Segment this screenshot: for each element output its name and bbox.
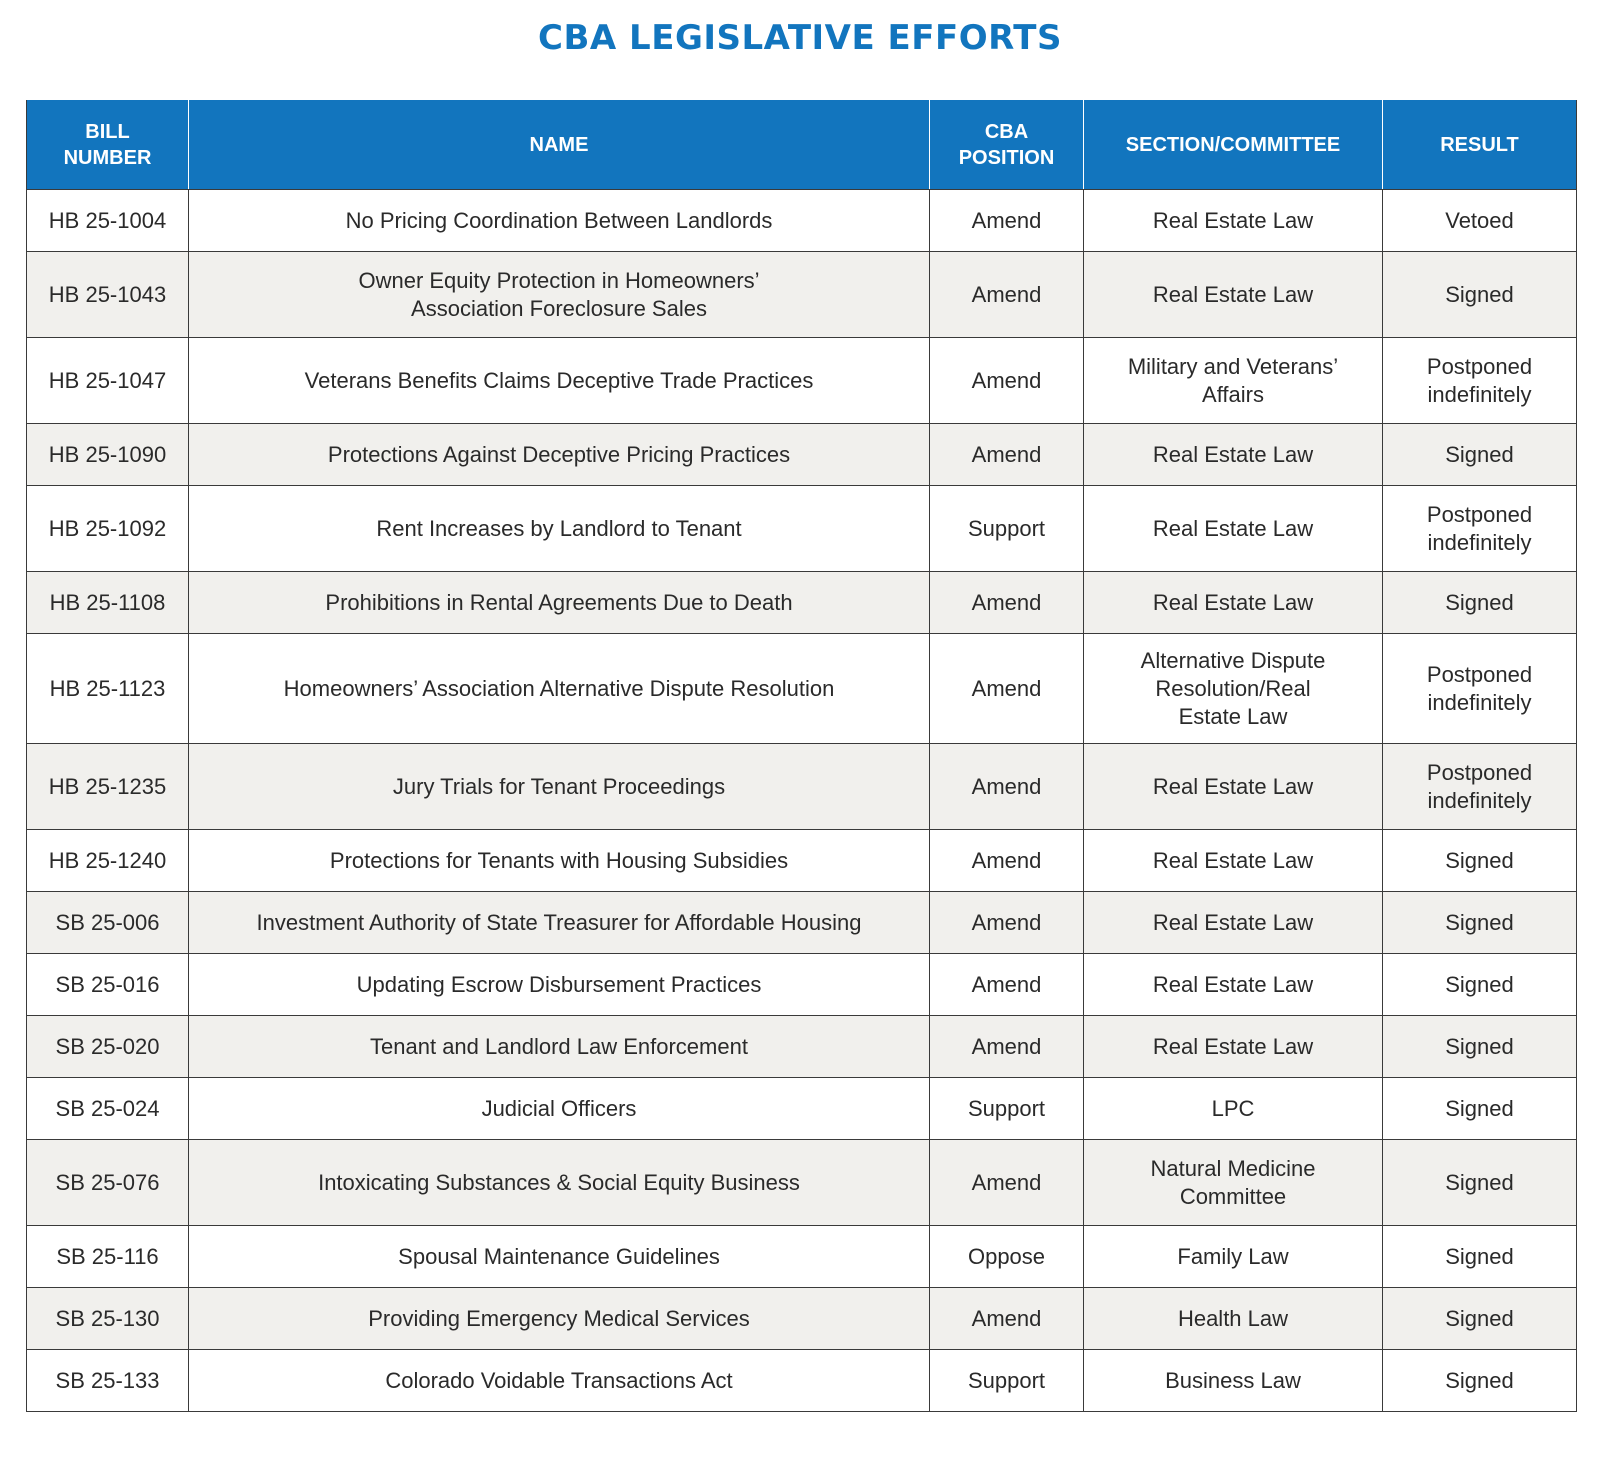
table-row: [27, 634, 1577, 744]
table-row: [27, 1016, 1577, 1078]
cba-position-cell: Amend: [930, 1140, 1084, 1226]
bill-name-cell: Updating Escrow Disbursement Practices: [189, 954, 930, 1016]
section-committee-cell: Business Law: [1084, 1350, 1383, 1412]
cba-position-cell: Amend: [930, 634, 1084, 744]
header-cba-position: CBA POSITION: [930, 100, 1084, 190]
bill-number-cell: SB 25-116: [27, 1226, 189, 1288]
bill-number-cell: SB 25-133: [27, 1350, 189, 1412]
section-committee-cell: Military and Veterans’ Affairs: [1084, 338, 1383, 424]
section-committee-cell: Real Estate Law: [1084, 572, 1383, 634]
section-committee-cell: Real Estate Law: [1084, 486, 1383, 572]
bill-number-cell: SB 25-130: [27, 1288, 189, 1350]
bill-number-cell: HB 25-1235: [27, 744, 189, 830]
cba-position-cell: Support: [930, 1350, 1084, 1412]
cba-position-cell: Amend: [930, 424, 1084, 486]
bill-name-cell: Rent Increases by Landlord to Tenant: [189, 486, 930, 572]
result-cell: Postponed indefinitely: [1383, 338, 1577, 424]
table-row: [27, 1140, 1577, 1226]
table-row: [27, 190, 1577, 252]
bill-name-cell: No Pricing Coordination Between Landlords: [189, 190, 930, 252]
bill-name-cell: Veterans Benefits Claims Deceptive Trade Practices: [189, 338, 930, 424]
bill-name-cell: Prohibitions in Rental Agreements Due to Death: [189, 572, 930, 634]
table-row: [27, 830, 1577, 892]
result-cell: Vetoed: [1383, 190, 1577, 252]
section-committee-cell: Natural Medicine Committee: [1084, 1140, 1383, 1226]
bill-name-cell: Owner Equity Protection in Homeowners’ Association Foreclosure Sales: [189, 252, 930, 338]
section-committee-cell: Real Estate Law: [1084, 744, 1383, 830]
table-row: [27, 252, 1577, 338]
result-cell: Signed: [1383, 424, 1577, 486]
bill-number-cell: HB 25-1004: [27, 190, 189, 252]
cba-position-cell: Amend: [930, 1016, 1084, 1078]
table-row: [27, 954, 1577, 1016]
section-committee-cell: Alternative Dispute Resolution/Real Estate Law: [1084, 634, 1383, 744]
cba-position-cell: Amend: [930, 830, 1084, 892]
result-cell: Signed: [1383, 252, 1577, 338]
page-title: CBA LEGISLATIVE EFFORTS: [538, 18, 1062, 58]
bill-name-cell: Colorado Voidable Transactions Act: [189, 1350, 930, 1412]
bill-name-cell: Protections Against Deceptive Pricing Practices: [189, 424, 930, 486]
bill-name-cell: Jury Trials for Tenant Proceedings: [189, 744, 930, 830]
section-committee-cell: LPC: [1084, 1078, 1383, 1140]
table-row: [27, 892, 1577, 954]
result-cell: Signed: [1383, 954, 1577, 1016]
bill-number-cell: SB 25-024: [27, 1078, 189, 1140]
cba-position-cell: Amend: [930, 572, 1084, 634]
result-cell: Signed: [1383, 1350, 1577, 1412]
result-cell: Signed: [1383, 1016, 1577, 1078]
table-row: [27, 744, 1577, 830]
cba-position-cell: Amend: [930, 190, 1084, 252]
bill-number-cell: SB 25-006: [27, 892, 189, 954]
result-cell: Signed: [1383, 1288, 1577, 1350]
bill-number-cell: HB 25-1092: [27, 486, 189, 572]
section-committee-cell: Real Estate Law: [1084, 424, 1383, 486]
result-cell: Signed: [1383, 1078, 1577, 1140]
cba-position-cell: Support: [930, 1078, 1084, 1140]
table-row: [27, 424, 1577, 486]
cba-position-cell: Amend: [930, 954, 1084, 1016]
bill-name-cell: Providing Emergency Medical Services: [189, 1288, 930, 1350]
cba-position-cell: Amend: [930, 892, 1084, 954]
header-name: NAME: [189, 100, 930, 190]
cba-position-cell: Amend: [930, 252, 1084, 338]
bill-number-cell: HB 25-1090: [27, 424, 189, 486]
section-committee-cell: Real Estate Law: [1084, 252, 1383, 338]
bill-name-cell: Tenant and Landlord Law Enforcement: [189, 1016, 930, 1078]
table-row: [27, 1078, 1577, 1140]
section-committee-cell: Real Estate Law: [1084, 830, 1383, 892]
result-cell: Signed: [1383, 1226, 1577, 1288]
bill-number-cell: HB 25-1108: [27, 572, 189, 634]
result-cell: Postponed indefinitely: [1383, 486, 1577, 572]
bill-name-cell: Protections for Tenants with Housing Subsidies: [189, 830, 930, 892]
legislative-efforts-table: [26, 100, 1577, 1412]
table-row: [27, 1288, 1577, 1350]
table-row: [27, 572, 1577, 634]
result-cell: Signed: [1383, 572, 1577, 634]
bill-number-cell: SB 25-076: [27, 1140, 189, 1226]
table-row: [27, 338, 1577, 424]
bill-name-cell: Spousal Maintenance Guidelines: [189, 1226, 930, 1288]
section-committee-cell: Real Estate Law: [1084, 892, 1383, 954]
result-cell: Postponed indefinitely: [1383, 744, 1577, 830]
bill-name-cell: Homeowners’ Association Alternative Dispute Resolution: [189, 634, 930, 744]
bill-name-cell: Intoxicating Substances & Social Equity Business: [189, 1140, 930, 1226]
section-committee-cell: Health Law: [1084, 1288, 1383, 1350]
bill-number-cell: SB 25-016: [27, 954, 189, 1016]
bill-number-cell: HB 25-1123: [27, 634, 189, 744]
result-cell: Signed: [1383, 830, 1577, 892]
bill-name-cell: Investment Authority of State Treasurer for Affordable Housing: [189, 892, 930, 954]
table-row: [27, 486, 1577, 572]
section-committee-cell: Family Law: [1084, 1226, 1383, 1288]
bill-number-cell: HB 25-1047: [27, 338, 189, 424]
header-row: [27, 100, 1577, 190]
bill-name-cell: Judicial Officers: [189, 1078, 930, 1140]
section-committee-cell: Real Estate Law: [1084, 190, 1383, 252]
cba-position-cell: Support: [930, 486, 1084, 572]
result-cell: Signed: [1383, 1140, 1577, 1226]
header-bill-number: BILL NUMBER: [27, 100, 189, 190]
header-section-committee: SECTION/COMMITTEE: [1084, 100, 1383, 190]
header-result: RESULT: [1383, 100, 1577, 190]
result-cell: Postponed indefinitely: [1383, 634, 1577, 744]
table-row: [27, 1350, 1577, 1412]
table-row: [27, 1226, 1577, 1288]
cba-position-cell: Amend: [930, 338, 1084, 424]
result-cell: Signed: [1383, 892, 1577, 954]
bill-number-cell: SB 25-020: [27, 1016, 189, 1078]
cba-position-cell: Amend: [930, 744, 1084, 830]
bill-number-cell: HB 25-1043: [27, 252, 189, 338]
cba-position-cell: Oppose: [930, 1226, 1084, 1288]
section-committee-cell: Real Estate Law: [1084, 954, 1383, 1016]
cba-position-cell: Amend: [930, 1288, 1084, 1350]
section-committee-cell: Real Estate Law: [1084, 1016, 1383, 1078]
bill-number-cell: HB 25-1240: [27, 830, 189, 892]
